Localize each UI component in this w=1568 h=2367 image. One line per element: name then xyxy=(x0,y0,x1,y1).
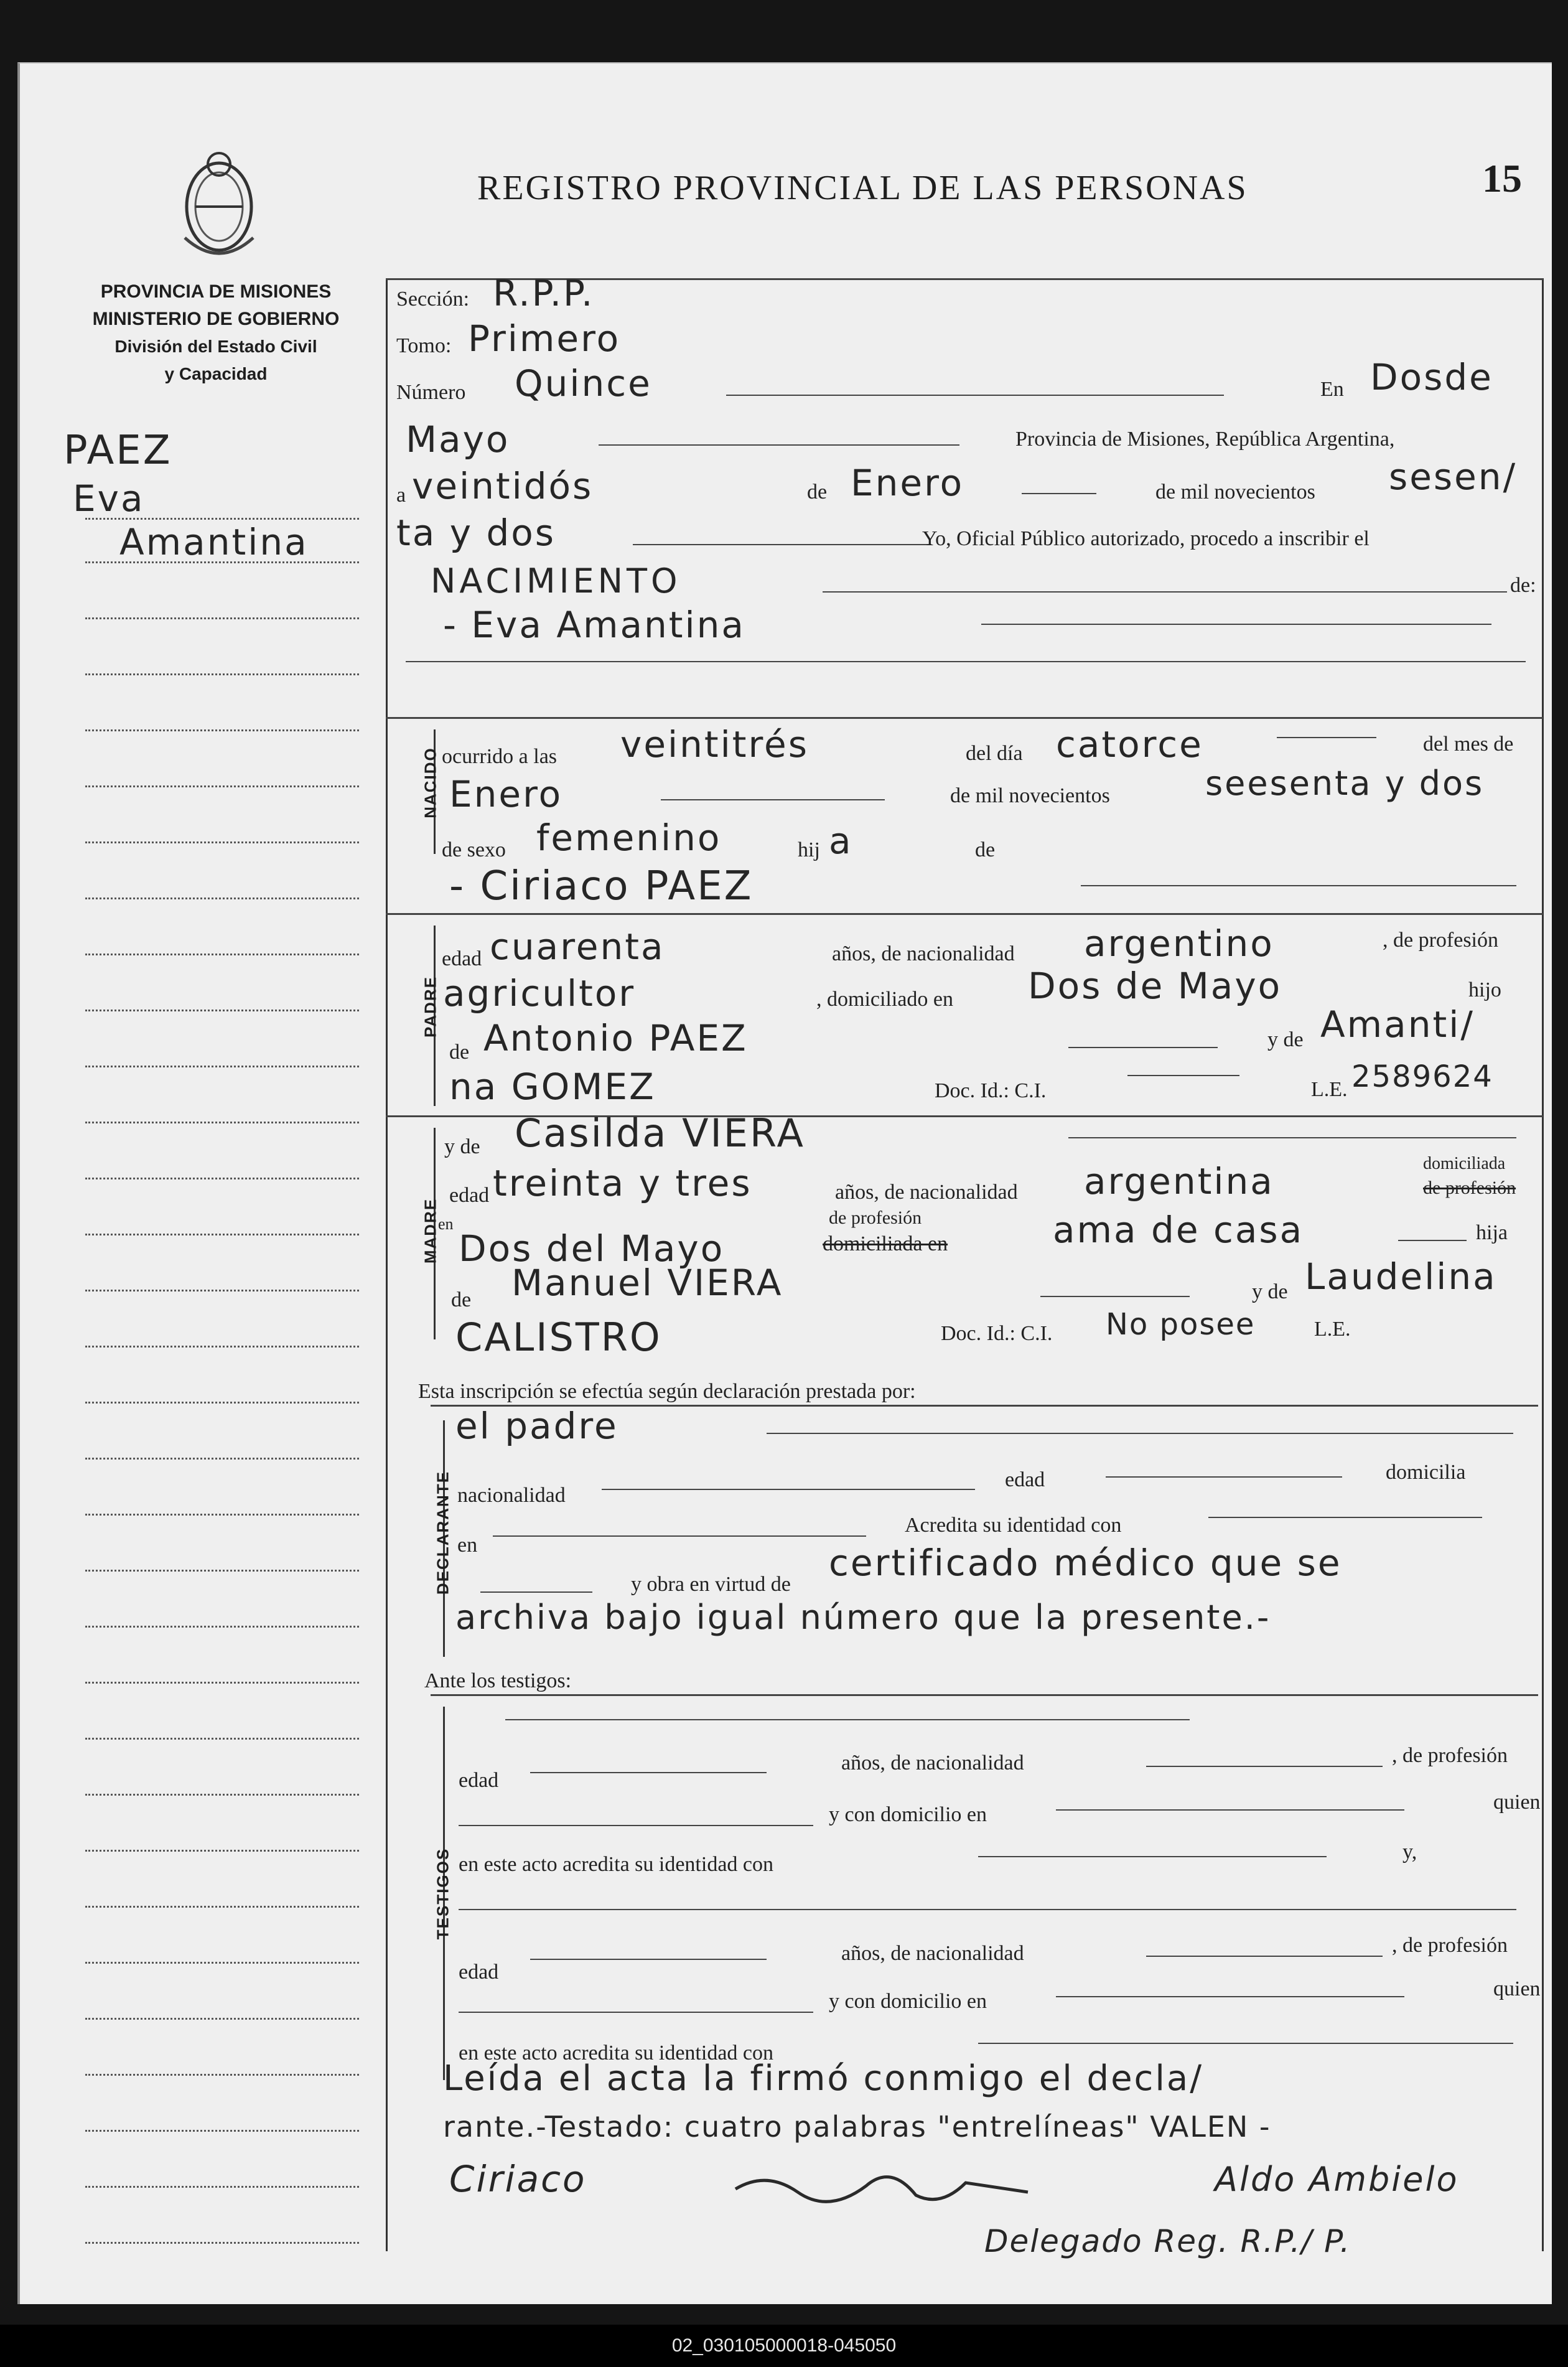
hij-value: a xyxy=(829,820,853,862)
fill-line xyxy=(530,1959,767,1960)
virtud-value-continued: archiva bajo igual número que la presente.- xyxy=(455,1598,1271,1637)
tomo-label: Tomo: xyxy=(396,334,452,357)
declarante-nombre: el padre xyxy=(455,1405,618,1447)
acto-value: NACIMIENTO xyxy=(431,561,681,601)
en-value-continued: Mayo xyxy=(406,418,510,461)
fill-line xyxy=(767,1433,1513,1434)
margin-line xyxy=(85,2186,359,2188)
org-line: PROVINCIA DE MISIONES xyxy=(100,281,332,302)
anio-value: sesen/ xyxy=(1389,456,1518,498)
margin-line xyxy=(85,1346,359,1348)
margin-line xyxy=(85,1682,359,1684)
persona-value: - Eva Amantina xyxy=(443,604,745,646)
nacionalidad-label: años, de nacionalidad xyxy=(841,1751,1024,1774)
domicilio-label: y con domicilio en xyxy=(829,1803,987,1826)
dia-label: del día xyxy=(966,742,1023,765)
nacionalidad-label: años, de nacionalidad xyxy=(832,942,1015,965)
section-divider xyxy=(386,913,1543,915)
signature-oficial: Aldo Ambielo xyxy=(1215,2160,1459,2199)
de-label: de xyxy=(451,1288,472,1311)
fill-line xyxy=(459,1909,1516,1910)
de-label: de: xyxy=(1510,574,1536,597)
margin-line xyxy=(85,1290,359,1291)
nacionalidad-label: nacionalidad xyxy=(457,1484,566,1507)
form-left-border xyxy=(386,278,388,2251)
fill-line xyxy=(1068,1047,1218,1048)
margin-line xyxy=(85,1962,359,1964)
fill-line xyxy=(530,1772,767,1773)
hija-label: hija xyxy=(1476,1221,1508,1244)
sexo-value: femenino xyxy=(536,817,722,859)
anio-value-continued: ta y dos xyxy=(396,512,556,554)
margin-line xyxy=(85,673,359,675)
mes-value: Enero xyxy=(851,462,964,504)
fill-line xyxy=(1081,885,1516,886)
margin-line xyxy=(85,841,359,843)
document-id-footer: 02_030105000018-045050 xyxy=(0,2325,1568,2367)
profesion-label: , de profesión xyxy=(1383,929,1499,952)
domicilia-label: domicilia xyxy=(1386,1461,1466,1484)
edad-label: edad xyxy=(449,1184,490,1207)
fill-line xyxy=(480,1591,592,1593)
fill-line xyxy=(823,591,1507,593)
nacionalidad-label: años, de nacionalidad xyxy=(835,1181,1018,1204)
margin-line xyxy=(85,1794,359,1796)
seccion-label: Sección: xyxy=(396,288,470,311)
fill-line xyxy=(406,661,1526,662)
margin-line xyxy=(85,898,359,899)
edad-label: edad xyxy=(459,1961,499,1984)
domicilio-label: , domiciliado en xyxy=(816,988,954,1011)
fill-line xyxy=(1398,1240,1467,1241)
seccion-value: R.P.P. xyxy=(493,272,595,314)
virtud-label: y obra en virtud de xyxy=(631,1573,791,1596)
fill-line xyxy=(1277,737,1376,738)
margin-line xyxy=(85,561,359,563)
anio-value: seesenta y dos xyxy=(1205,764,1485,803)
margin-line xyxy=(85,785,359,787)
de-label: de xyxy=(975,838,996,861)
quien-label: quien xyxy=(1493,1791,1541,1814)
section-label-madre: MADRE xyxy=(421,1198,440,1264)
le-label: L.E. xyxy=(1311,1078,1348,1101)
margin-line xyxy=(85,1850,359,1852)
margin-line xyxy=(85,1402,359,1404)
acredita-label: en este acto acredita su identidad con xyxy=(459,2041,773,2065)
hij-label: hij xyxy=(798,838,820,861)
declarante-intro: Esta inscripción se efectúa según declaración prestada por: xyxy=(418,1380,916,1403)
signature-scribble-icon xyxy=(729,2158,1040,2214)
nacionalidad-label: años, de nacionalidad xyxy=(841,1942,1024,1965)
edad-label: edad xyxy=(1005,1468,1045,1491)
mes-value: Enero xyxy=(449,773,563,815)
testigos-intro: Ante los testigos: xyxy=(424,1669,572,1692)
edad-value: treinta y tres xyxy=(493,1162,752,1204)
doc-id-label: Doc. Id.: C.I. xyxy=(935,1079,1047,1102)
numero-value: Quince xyxy=(515,362,652,405)
fill-line xyxy=(493,1535,866,1537)
anio-label: de mil novecientos xyxy=(950,784,1110,807)
mes-label: del mes de xyxy=(1423,733,1514,756)
ci-value: No posee xyxy=(1106,1307,1256,1342)
tomo-value: Primero xyxy=(468,317,621,360)
y-de-label: y de xyxy=(444,1135,480,1158)
le-value: 2589624 xyxy=(1351,1059,1493,1094)
profesion-insert: de profesión xyxy=(829,1207,922,1228)
section-divider xyxy=(386,717,1543,719)
signature-delegado: Delegado Reg. R.P./ P. xyxy=(984,2223,1351,2259)
section-divider xyxy=(431,1694,1538,1696)
margin-line xyxy=(85,1514,359,1516)
margin-line xyxy=(85,1066,359,1067)
hijo-label: hijo xyxy=(1468,978,1501,1001)
en-label: En xyxy=(1320,378,1344,401)
nacionalidad-value: argentina xyxy=(1084,1160,1274,1202)
section-label-testigos: TESTIGOS xyxy=(433,1847,452,1940)
margin-line xyxy=(85,2242,359,2244)
margin-line xyxy=(85,1626,359,1628)
cierre-line: rante.-Testado: cuatro palabras "entrelíneas" VALEN - xyxy=(443,2110,1271,2144)
y-de-label: y de xyxy=(1252,1280,1288,1303)
acredita-label: Acredita su identidad con xyxy=(905,1514,1122,1537)
margin-surname: PAEZ xyxy=(63,428,172,474)
margin-line xyxy=(85,518,359,520)
fill-line xyxy=(1022,493,1096,494)
margin-line xyxy=(85,1178,359,1179)
margin-line xyxy=(85,617,359,619)
profesion-value: ama de casa xyxy=(1053,1209,1304,1251)
margin-line xyxy=(85,1458,359,1460)
fill-line xyxy=(978,2043,1513,2044)
padre-nombre: - Ciriaco PAEZ xyxy=(449,863,754,909)
fill-line xyxy=(602,1489,975,1490)
abuela-value-continued: CALISTRO xyxy=(455,1315,662,1360)
fill-line xyxy=(1146,1956,1383,1957)
fill-line xyxy=(633,544,931,545)
fill-line xyxy=(1106,1476,1342,1478)
hora-value: veintitrés xyxy=(620,723,809,766)
form-right-border xyxy=(1542,278,1544,2251)
le-label: L.E. xyxy=(1314,1318,1351,1341)
fill-line xyxy=(1208,1517,1482,1518)
abuelo-value: Manuel VIERA xyxy=(511,1262,783,1304)
profesion-label: , de profesión xyxy=(1392,1744,1508,1767)
doc-id-label: Doc. Id.: C.I. xyxy=(941,1322,1053,1345)
abuela-value: Amanti/ xyxy=(1320,1003,1475,1046)
quien-label: quien xyxy=(1493,1977,1541,2000)
margin-given-name: Eva xyxy=(73,477,145,520)
margin-line xyxy=(85,2018,359,2020)
a-label: a xyxy=(396,484,406,507)
abuela-value: Laudelina xyxy=(1305,1255,1497,1298)
edad-label: edad xyxy=(459,1769,499,1792)
margin-line xyxy=(85,1010,359,1011)
virtud-value: certificado médico que se xyxy=(829,1542,1342,1584)
fill-line xyxy=(505,1719,1190,1720)
org-line: MINISTERIO DE GOBIERNO xyxy=(92,309,340,329)
anio-label: de mil novecientos xyxy=(1155,480,1315,504)
fill-line xyxy=(1146,1766,1383,1767)
fill-line xyxy=(1040,1296,1190,1297)
fill-line xyxy=(726,395,1224,396)
numero-label: Número xyxy=(396,381,466,404)
margin-line xyxy=(85,954,359,955)
edad-label: edad xyxy=(442,947,482,970)
org-line: y Capacidad xyxy=(164,364,268,383)
cierre-line: Leída el acta la firmó conmigo el decla/ xyxy=(443,2058,1204,2099)
profesion-struck-label: de profesión xyxy=(1423,1178,1516,1198)
dia-value: catorce xyxy=(1056,723,1203,766)
margin-line xyxy=(85,1906,359,1908)
fill-line xyxy=(459,2012,813,2013)
abuelo-value: Antonio PAEZ xyxy=(483,1017,748,1059)
hora-label: ocurrido a las xyxy=(442,745,558,768)
register-page xyxy=(17,62,1552,2304)
coat-of-arms-icon xyxy=(172,144,266,263)
profesion-value: agricultor xyxy=(443,972,636,1015)
sexo-label: de sexo xyxy=(442,838,506,861)
fill-line xyxy=(1056,1996,1404,1997)
signature-declarante: Ciriaco xyxy=(449,2158,587,2200)
margin-line xyxy=(85,1122,359,1123)
margin-given-name: Amantina xyxy=(119,521,309,563)
domiciliada-correction: domiciliada xyxy=(1423,1154,1506,1173)
margin-line xyxy=(85,1570,359,1572)
section-label-declarante: DECLARANTE xyxy=(433,1470,452,1595)
edad-value: cuarenta xyxy=(490,926,665,968)
en-value: Dosde xyxy=(1370,356,1493,398)
y-label: y, xyxy=(1402,1840,1417,1863)
margin-line xyxy=(85,2130,359,2132)
dia-value: veintidós xyxy=(412,465,594,507)
page-number: 15 xyxy=(1482,156,1522,200)
section-label-nacido: NACIDO xyxy=(421,747,440,818)
y-de-label: y de xyxy=(1267,1028,1304,1051)
fill-line xyxy=(1127,1075,1239,1076)
profesion-label: , de profesión xyxy=(1392,1934,1508,1957)
domicilio-label: y con domicilio en xyxy=(829,1990,987,2013)
de-label: de xyxy=(807,480,828,504)
section-label-padre: PADRE xyxy=(421,975,440,1038)
fill-line xyxy=(1068,1137,1516,1138)
margin-line xyxy=(85,1738,359,1740)
organization-block xyxy=(70,278,362,388)
fill-line xyxy=(978,1856,1327,1857)
fill-line xyxy=(1056,1809,1404,1811)
oficial-label: Yo, Oficial Público autorizado, procedo a inscribir el xyxy=(922,527,1370,550)
nacionalidad-value: argentino xyxy=(1084,922,1274,965)
fill-line xyxy=(661,799,885,800)
org-line: División del Estado Civil xyxy=(114,337,317,356)
acredita-label: en este acto acredita su identidad con xyxy=(459,1853,773,1876)
domiciliada-struck-label: domiciliada en xyxy=(823,1232,948,1255)
fill-line xyxy=(459,1825,813,1826)
provincia-label: Provincia de Misiones, República Argentina, xyxy=(1015,428,1395,451)
fill-line xyxy=(981,624,1491,625)
en-insert: en xyxy=(438,1215,454,1233)
de-label: de xyxy=(449,1041,470,1064)
en-label: en xyxy=(457,1534,478,1557)
margin-line xyxy=(85,1234,359,1235)
domicilio-value: Dos de Mayo xyxy=(1028,965,1282,1007)
margin-line xyxy=(85,2074,359,2076)
margin-line xyxy=(85,729,359,731)
domicilio-value: Dos del Mayo xyxy=(459,1227,725,1270)
madre-nombre: Casilda VIERA xyxy=(515,1110,805,1156)
page-title: REGISTRO PROVINCIAL DE LAS PERSONAS xyxy=(477,169,1248,207)
fill-line xyxy=(599,444,959,446)
abuela-value-continued: na GOMEZ xyxy=(449,1066,656,1108)
